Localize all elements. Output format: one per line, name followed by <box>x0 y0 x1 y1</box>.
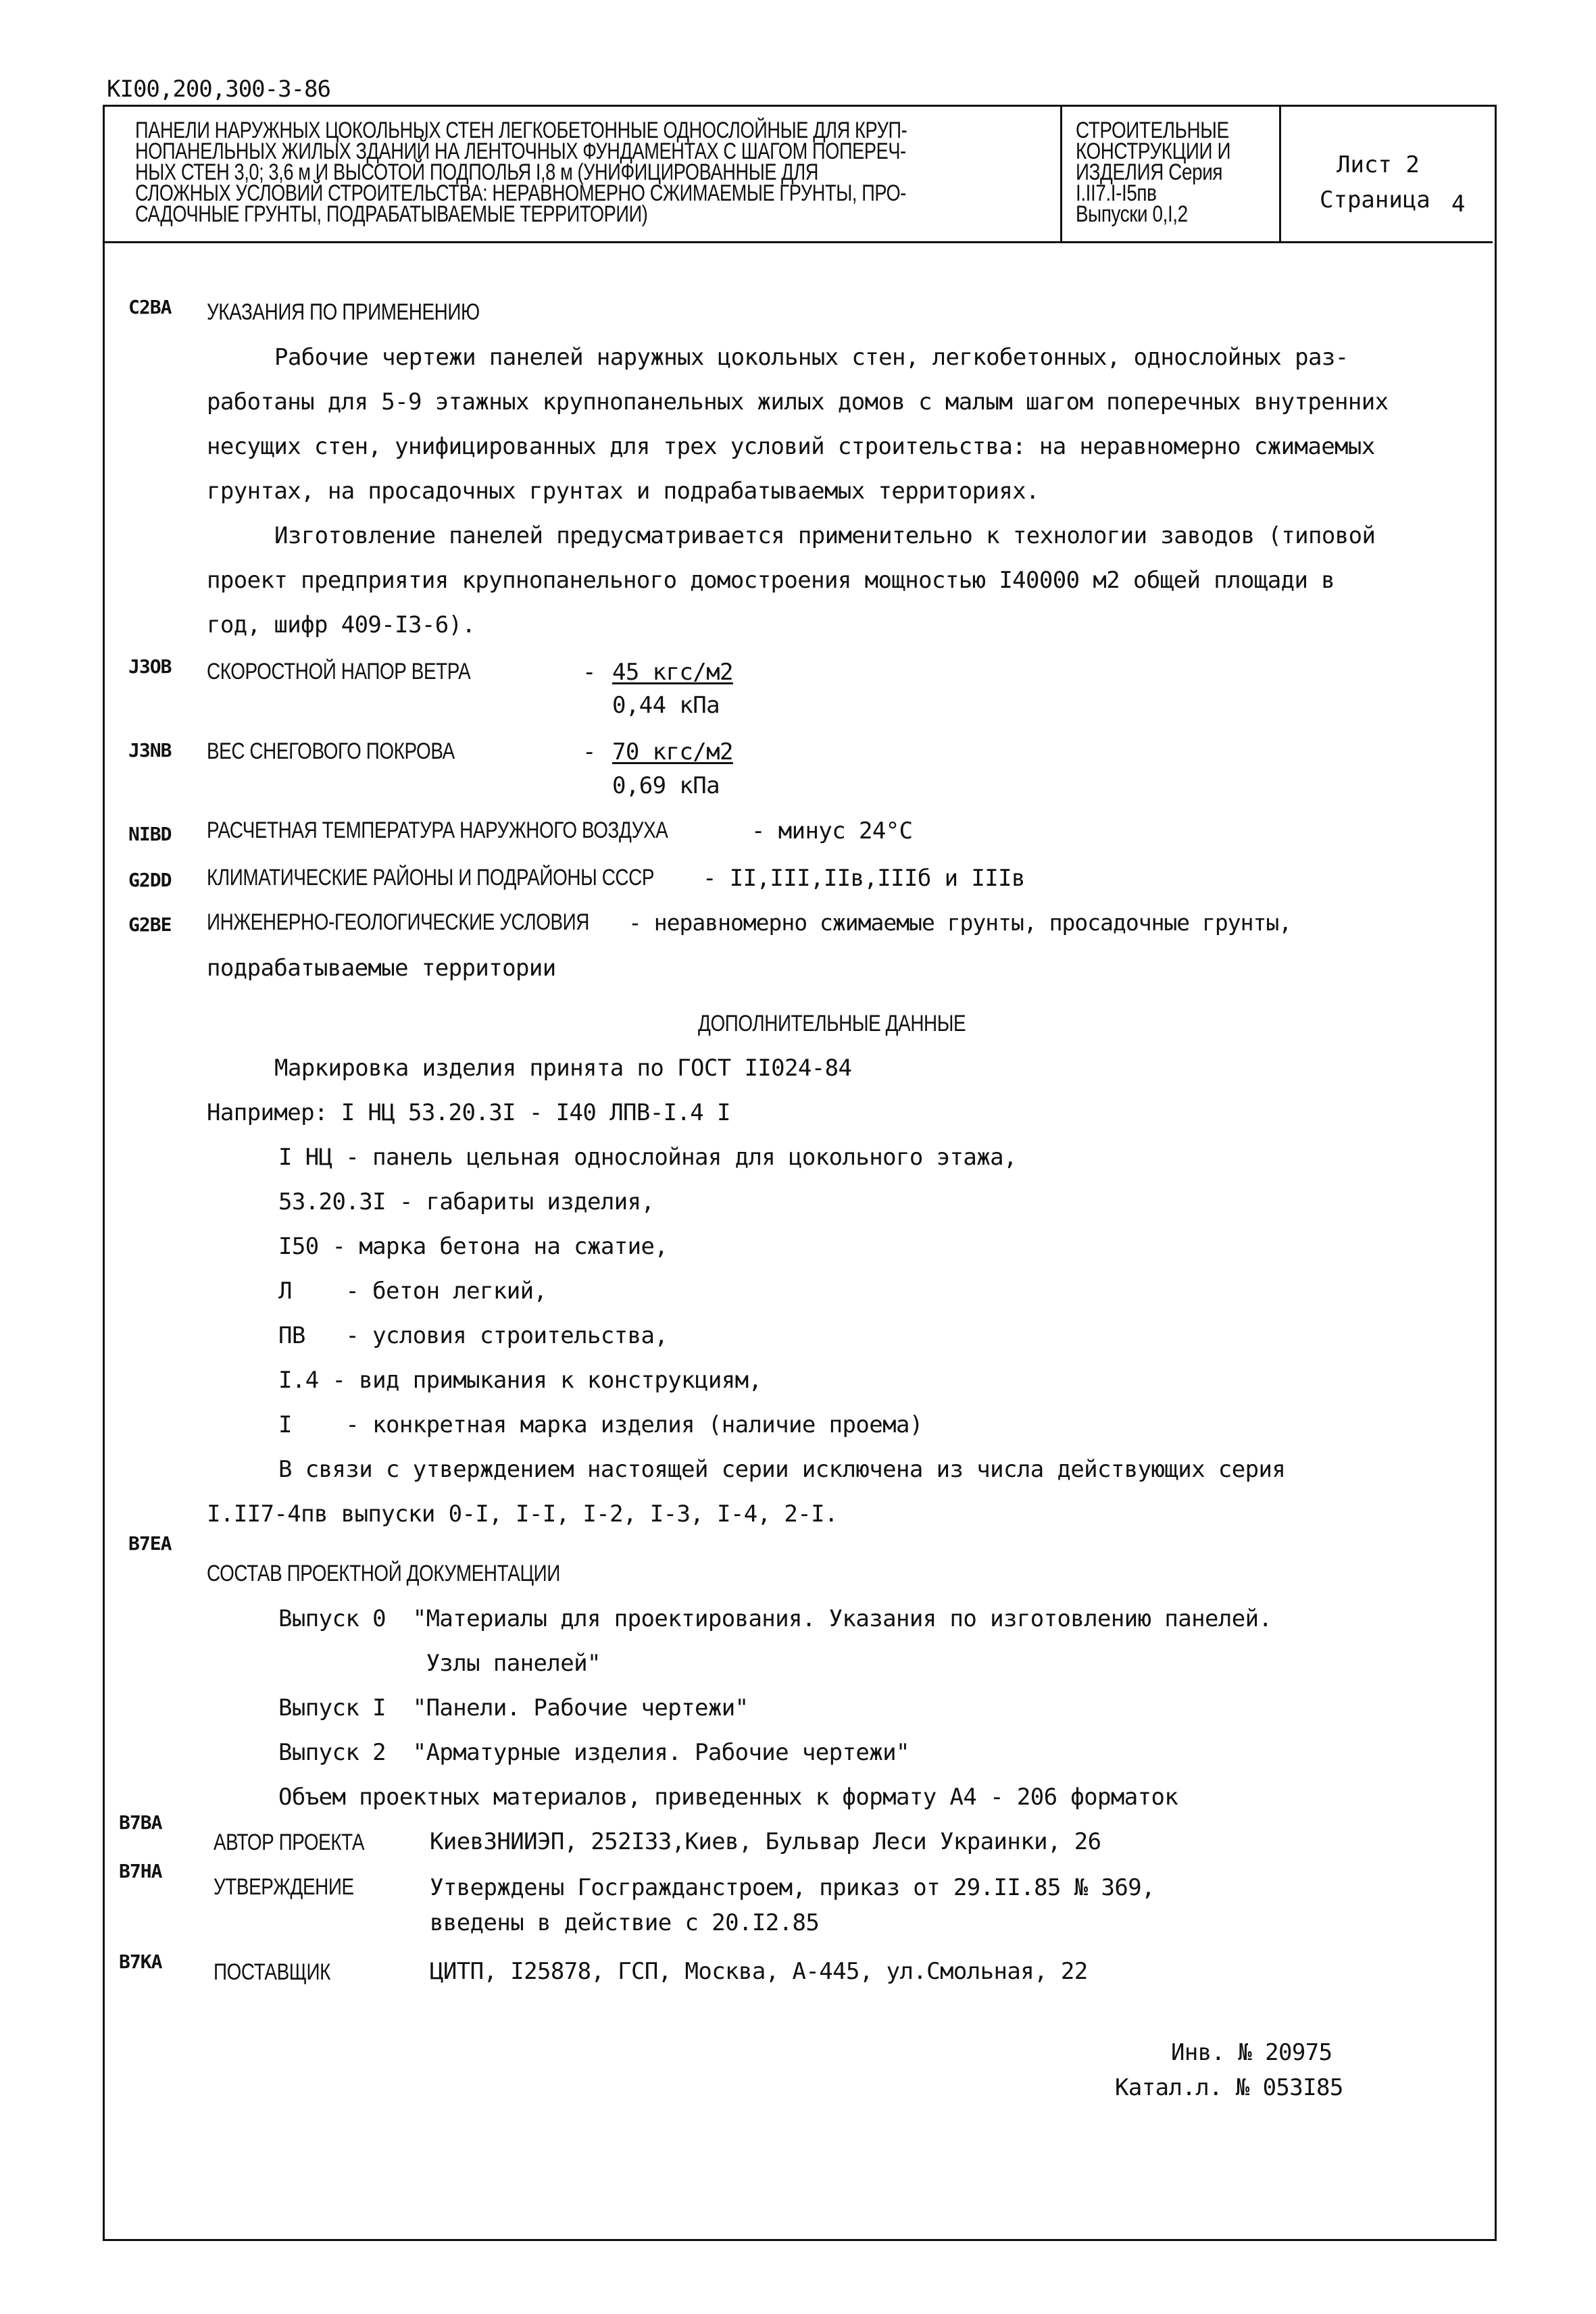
series-info: СТРОИТЕЛЬНЫЕ КОНСТРУКЦИИ И ИЗДЕЛИЯ Серия I.II7.I-I5пв Выпуски 0,I,2 <box>1076 118 1231 227</box>
supplier-value: ЦИТП, I25878, ГСП, Москва, А-445, ул.Смольная, 22 <box>430 1958 1088 1985</box>
document-code: КI00,200,300-3-86 <box>107 76 330 103</box>
author-code: В7ВА <box>119 1811 162 1834</box>
snow-code: J3NВ <box>128 739 172 761</box>
page-number: 4 <box>1451 191 1466 218</box>
marking-line: Маркировка изделия принята по ГОСТ II024-84 <box>274 1055 852 1082</box>
geology-label: ИНЖЕНЕРНО-ГЕОЛОГИЧЕСКИЕ УСЛОВИЯ <box>207 909 590 935</box>
supplier-code: В7КА <box>119 1951 162 1973</box>
wind-code: J3ОВ <box>128 655 172 678</box>
marking-item: Л - бетон легкий, <box>278 1278 547 1305</box>
approval-value: Утверждены Госгражданстроем, приказ от 29.II.85 № 369, <box>430 1874 1155 1901</box>
snow-value-kpa: 0,69 кПа <box>612 772 720 799</box>
geology-code: G2ВЕ <box>128 913 172 936</box>
geology-value-line2: подрабатываемые территории <box>207 955 556 982</box>
marking-item: ПВ - условия строительства, <box>278 1322 668 1349</box>
usage-line: работаны для 5-9 этажных крупнопанельных жилых домов с малым шагом поперечных внутренних <box>207 388 1389 416</box>
volume-line: Объем проектных материалов, приведенных к формату А4 - 206 форматок <box>278 1784 1178 1811</box>
marking-item: I.4 - вид примыкания к конструкциям, <box>278 1367 762 1394</box>
composition-code: В7ЕА <box>128 1532 172 1555</box>
issue-line: Выпуск 2 "Арматурные изделия. Рабочие чертежи" <box>278 1739 909 1766</box>
temperature-label: РАСЧЕТНАЯ ТЕМПЕРАТУРА НАРУЖНОГО ВОЗДУХА <box>207 818 668 843</box>
usage-line: грунтах, на просадочных грунтах и подрабатываемых территориях. <box>207 478 1039 505</box>
snow-dash: - <box>582 738 596 765</box>
marking-item: I50 - марка бетона на сжатие, <box>278 1233 668 1260</box>
temperature-code: NIВD <box>128 823 172 845</box>
climate-code: G2DD <box>128 869 172 891</box>
title-block-divider <box>1279 105 1281 241</box>
page-label: Страница <box>1320 186 1430 213</box>
usage-heading: УКАЗАНИЯ ПО ПРИМЕНЕНИЮ <box>207 299 480 325</box>
approval-label: УТВЕРЖДЕНИЕ <box>214 1874 354 1900</box>
author-value: КиевЗНИИЭП, 252I33,Киев, Бульвар Леси Украинки, 26 <box>430 1828 1101 1855</box>
excluded-series-line: В связи с утверждением настоящей серии исключена из числа действующих серия <box>278 1456 1286 1483</box>
usage-code: C2ВА <box>128 296 172 318</box>
issue-line: Выпуск I "Панели. Рабочие чертежи" <box>278 1694 749 1721</box>
marking-item: 53.20.3I - габариты изделия, <box>278 1188 655 1215</box>
supplier-label: ПОСТАВЩИК <box>214 1959 330 1985</box>
snow-value-kgs: 70 кгс/м2 <box>612 738 733 765</box>
usage-line: проект предприятия крупнопанельного домостроения мощностью I40000 м2 общей площади в <box>207 567 1335 594</box>
sheet-number: Лист 2 <box>1337 151 1420 178</box>
wind-label: СКОРОСТНОЙ НАПОР ВЕТРА <box>207 659 471 684</box>
issue-line: Выпуск 0 "Материалы для проектирования. Указания по изготовлению панелей. <box>278 1605 1272 1632</box>
inventory-number: Инв. № 20975 <box>1171 2039 1332 2066</box>
approval-code: В7НА <box>119 1860 162 1882</box>
climate-value: - II,III,IIв,IIIб и IIIв <box>703 865 1025 892</box>
document-title: ПАНЕЛИ НАРУЖНЫХ ЦОКОЛЬНЫХ СТЕН ЛЕГКОБЕТОННЫЕ ОДНОСЛОЙНЫЕ ДЛЯ КРУП- НОПАНЕЛЬНЫХ ЖИЛЫХ ЗДАНИЙ НА ЛЕНТОЧНЫХ ФУНДАМЕНТАХ С ШАГОМ ПОПЕРЕЧ- НЫХ СТЕН 3,0; 3,6 м И ВЫСОТОЙ ПОДПОЛЬЯ I,8 м (УНИФИЦИРОВАННЫЕ ДЛЯ СЛОЖНЫХ УСЛОВИЙ СТРОИТЕЛЬСТВА: НЕРАВНОМЕРНО СЖИМАЕМЫЕ ГРУНТЫ, ПРО- САДОЧНЫЕ ГРУНТЫ, ПОДРАБАТЫВАЕМЫЕ ТЕРРИТОРИИ) <box>135 118 907 227</box>
geology-value: - неравномерно сжимаемые грунты, просадочные грунты, <box>628 909 1292 936</box>
composition-heading: СОСТАВ ПРОЕКТНОЙ ДОКУМЕНТАЦИИ <box>207 1561 560 1586</box>
snow-label: ВЕС СНЕГОВОГО ПОКРОВА <box>207 738 455 764</box>
wind-value-kpa: 0,44 кПа <box>612 692 720 719</box>
climate-label: КЛИМАТИЧЕСКИЕ РАЙОНЫ И ПОДРАЙОНЫ СССР <box>207 865 655 890</box>
usage-line: год, шифр 409-I3-6). <box>207 611 476 638</box>
author-label: АВТОР ПРОЕКТА <box>214 1830 365 1855</box>
approval-value-line2: введены в действие с 20.I2.85 <box>430 1909 820 1936</box>
marking-item: I - конкретная марка изделия (наличие проема) <box>278 1411 923 1438</box>
wind-dash: - <box>582 659 596 686</box>
temperature-value: - минус 24°С <box>751 818 913 845</box>
wind-value-kgs: 45 кгс/м2 <box>612 659 733 686</box>
catalog-number: Катал.л. № 053I85 <box>1115 2074 1343 2101</box>
usage-line: несущих стен, унифицированных для трех условий строительства: на неравномерно сжимаемых <box>207 433 1375 460</box>
excluded-series-line: I.II7-4пв выпуски 0-I, I-I, I-2, I-3, I-4, 2-I. <box>207 1501 838 1528</box>
marking-example: Например: I НЦ 53.20.3I - I40 ЛПВ-I.4 I <box>207 1099 730 1126</box>
issue-line: Узлы панелей" <box>278 1650 601 1677</box>
usage-line: Изготовление панелей предусматривается применительно к технологии заводов (типовой <box>274 522 1376 549</box>
additional-heading: ДОПОЛНИТЕЛЬНЫЕ ДАННЫЕ <box>698 1011 966 1036</box>
title-block-divider <box>1060 105 1062 241</box>
usage-line: Рабочие чертежи панелей наружных цокольных стен, легкобетонных, однослойных раз- <box>274 344 1349 371</box>
marking-item: I НЦ - панель цельная однослойная для цокольного этажа, <box>278 1144 1017 1171</box>
